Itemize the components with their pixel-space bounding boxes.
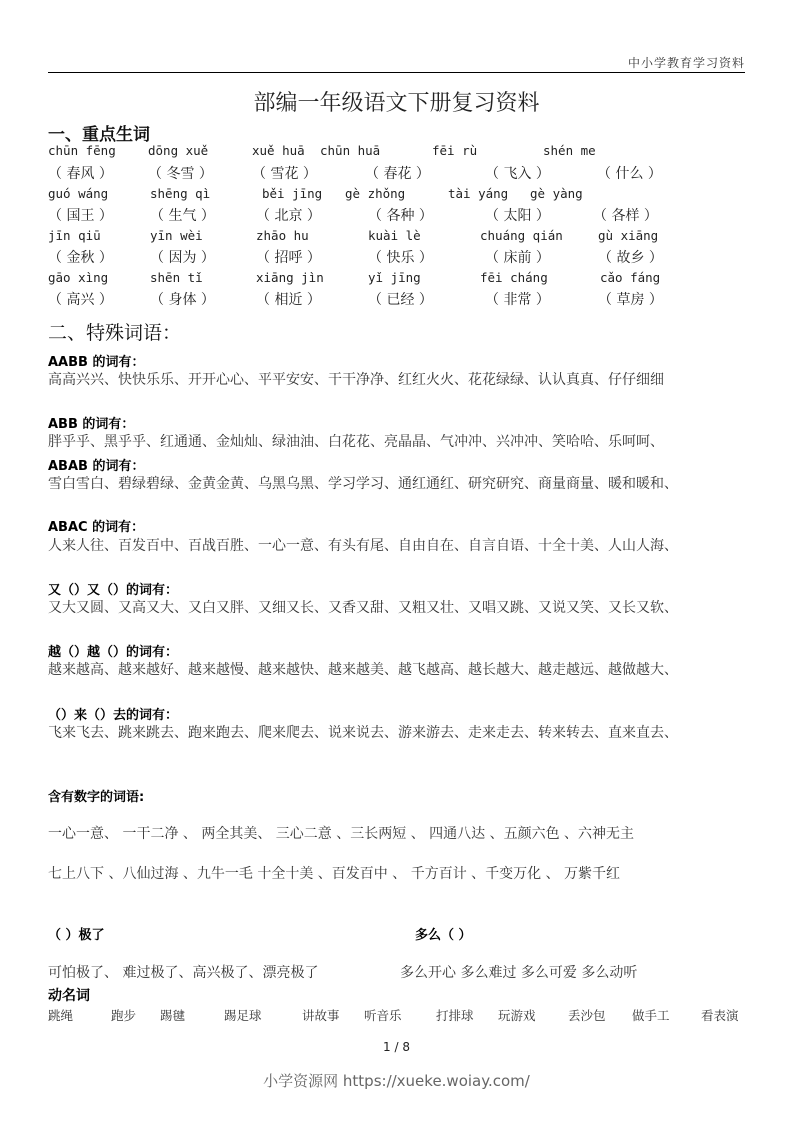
pinyin: shēn tǐ xyxy=(150,270,203,285)
pinyin: jīn qiū xyxy=(48,228,101,243)
pinyin: cǎo fáng xyxy=(600,270,661,285)
pinyin: yǐ jīng xyxy=(368,270,421,285)
vocab-word: （ 生气 ） xyxy=(150,208,215,224)
vocab-word: （ 快乐 ） xyxy=(368,250,433,266)
group-label-abb: ABB 的词有： xyxy=(48,417,135,432)
vocab-word: （ 已经 ） xyxy=(368,292,433,308)
pinyin: zhāo hu xyxy=(256,228,309,243)
section1-heading: 一、重点生词 xyxy=(48,125,150,145)
page-number: 1 / 8 xyxy=(383,1040,410,1054)
group-label-laiqu: （）来（）去的词有： xyxy=(48,708,179,723)
pinyin: gù xiāng xyxy=(598,228,659,243)
vocab-word: （ 各种 ） xyxy=(368,208,433,224)
numbers-line-1: 一心一意、 一干二净 、 两全其美、 三心二意 、三长两短 、 四通八达 、五颜六色 、六神无主 xyxy=(48,826,635,842)
pinyin: gè yàng xyxy=(530,186,583,201)
vocab-word: （ 春花 ） xyxy=(365,166,430,182)
pinyin: běi jīng xyxy=(262,186,323,201)
duome-label: 多么（ ） xyxy=(415,928,472,943)
vocab-word: （ 床前 ） xyxy=(485,250,550,266)
vocab-word: （ 因为 ） xyxy=(150,250,215,266)
pinyin: tài yáng xyxy=(448,186,509,201)
vocab-word: （ 草房 ） xyxy=(598,292,663,308)
document-header-label: 中小学教育学习资料 xyxy=(627,56,745,70)
pinyin: gè zhǒng xyxy=(345,186,406,201)
vocab-word: （ 各样 ） xyxy=(593,208,658,224)
pinyin: gāo xìng xyxy=(48,270,109,285)
group-text-yue: 越来越高、越来越好、越来越慢、越来越快、越来越美、越飞越高、越长越大、越走越远、越做越大、 xyxy=(48,662,678,678)
pinyin: xuě huā xyxy=(252,143,305,158)
numbers-label: 含有数字的词语: xyxy=(48,790,145,805)
vocab-word: （ 相近 ） xyxy=(256,292,321,308)
group-text-laiqu: 飞来飞去、跳来跳去、跑来跑去、爬来爬去、说来说去、游来游去、走来走去、转来转去、直来直去、 xyxy=(48,725,678,741)
vocab-word: （ 故乡 ） xyxy=(598,250,663,266)
extreme-examples: 可怕极了、 难过极了、高兴极了、漂亮极了 xyxy=(48,965,319,981)
verb-noun-item: 踢毽 xyxy=(160,1008,186,1023)
group-label-abac: ABAC 的词有： xyxy=(48,520,145,535)
verb-noun-item: 看表演 xyxy=(701,1008,739,1023)
vocab-word: （ 金秋 ） xyxy=(48,250,113,266)
group-label-you: 又（）又（）的词有： xyxy=(48,583,179,598)
vocab-word: （ 飞入 ） xyxy=(485,166,550,182)
footer-watermark: 小学资源网 https://xueke.woiay.com/ xyxy=(263,1072,530,1090)
duome-examples: 多么开心 多么难过 多么可爱 多么动听 xyxy=(400,965,638,981)
pinyin: fēi rù xyxy=(432,143,478,158)
vocab-word: （ 非常 ） xyxy=(485,292,550,308)
pinyin: xiāng jìn xyxy=(256,270,324,285)
header-divider xyxy=(48,72,745,73)
verb-noun-item: 玩游戏 xyxy=(498,1008,536,1023)
pinyin: shēng qì xyxy=(150,186,211,201)
pinyin: guó wáng xyxy=(48,186,109,201)
group-text-aabb: 高高兴兴、快快乐乐、开开心心、平平安安、干干净净、红红火火、花花绿绿、认认真真、仔仔细细 xyxy=(48,372,664,388)
vocab-word: （ 高兴 ） xyxy=(48,292,113,308)
verb-noun-item: 讲故事 xyxy=(302,1008,340,1023)
group-text-you: 又大又圆、又高又大、又白又胖、又细又长、又香又甜、又粗又壮、又唱又跳、又说又笑、又长又软、 xyxy=(48,600,678,616)
pinyin: kuài lè xyxy=(368,228,421,243)
pinyin: dōng xuě xyxy=(148,143,209,158)
verb-noun-item: 跳绳 xyxy=(48,1008,74,1023)
pinyin: chuáng qián xyxy=(480,228,563,243)
verb-noun-item: 做手工 xyxy=(632,1008,670,1023)
verb-noun-item: 跑步 xyxy=(111,1008,137,1023)
group-label-yue: 越（）越（）的词有： xyxy=(48,645,179,660)
vocab-word: （ 春风 ） xyxy=(48,166,113,182)
pinyin: chūn fēng xyxy=(48,143,116,158)
verb-noun-item: 丢沙包 xyxy=(568,1008,606,1023)
vocab-word: （ 冬雪 ） xyxy=(148,166,213,182)
pinyin: shén me xyxy=(543,143,596,158)
pinyin: fēi cháng xyxy=(480,270,548,285)
pinyin: yīn wèi xyxy=(150,228,203,243)
verb-noun-item: 踢足球 xyxy=(224,1008,262,1023)
vocab-word: （ 招呼 ） xyxy=(256,250,321,266)
pinyin: chūn huā xyxy=(320,143,381,158)
verb-noun-item: 打排球 xyxy=(436,1008,474,1023)
group-label-abab: ABAB 的词有： xyxy=(48,459,145,474)
numbers-line-2: 七上八下 、八仙过海 、九牛一毛 十全十美 、百发百中 、 千方百计 、千变万化 、 万紫千红 xyxy=(48,866,621,882)
verb-noun-item: 听音乐 xyxy=(364,1008,402,1023)
vocab-word: （ 国王 ） xyxy=(48,208,113,224)
extreme-label: （ ）极了 xyxy=(48,928,105,943)
group-text-abac: 人来人往、百发百中、百战百胜、一心一意、有头有尾、自由自在、自言自语、十全十美、人山人海、 xyxy=(48,538,678,554)
group-text-abb: 胖乎乎、黑乎乎、红通通、金灿灿、绿油油、白花花、亮晶晶、气冲冲、兴冲冲、笑哈哈、乐呵呵、 xyxy=(48,434,664,450)
vocab-word: （ 什么 ） xyxy=(597,166,662,182)
section2-heading: 二、特殊词语： xyxy=(48,322,182,344)
verb-noun-label: 动名词 xyxy=(48,988,90,1004)
vocab-word: （ 身体 ） xyxy=(150,292,215,308)
vocab-word: （ 雪花 ） xyxy=(252,166,317,182)
vocab-word: （ 北京 ） xyxy=(256,208,321,224)
group-text-abab: 雪白雪白、碧绿碧绿、金黄金黄、乌黑乌黑、学习学习、通红通红、研究研究、商量商量、暖和暖和、 xyxy=(48,476,678,492)
vocab-word: （ 太阳 ） xyxy=(485,208,550,224)
group-label-aabb: AABB 的词有： xyxy=(48,355,145,370)
page-title: 部编一年级语文下册复习资料 xyxy=(253,91,540,116)
